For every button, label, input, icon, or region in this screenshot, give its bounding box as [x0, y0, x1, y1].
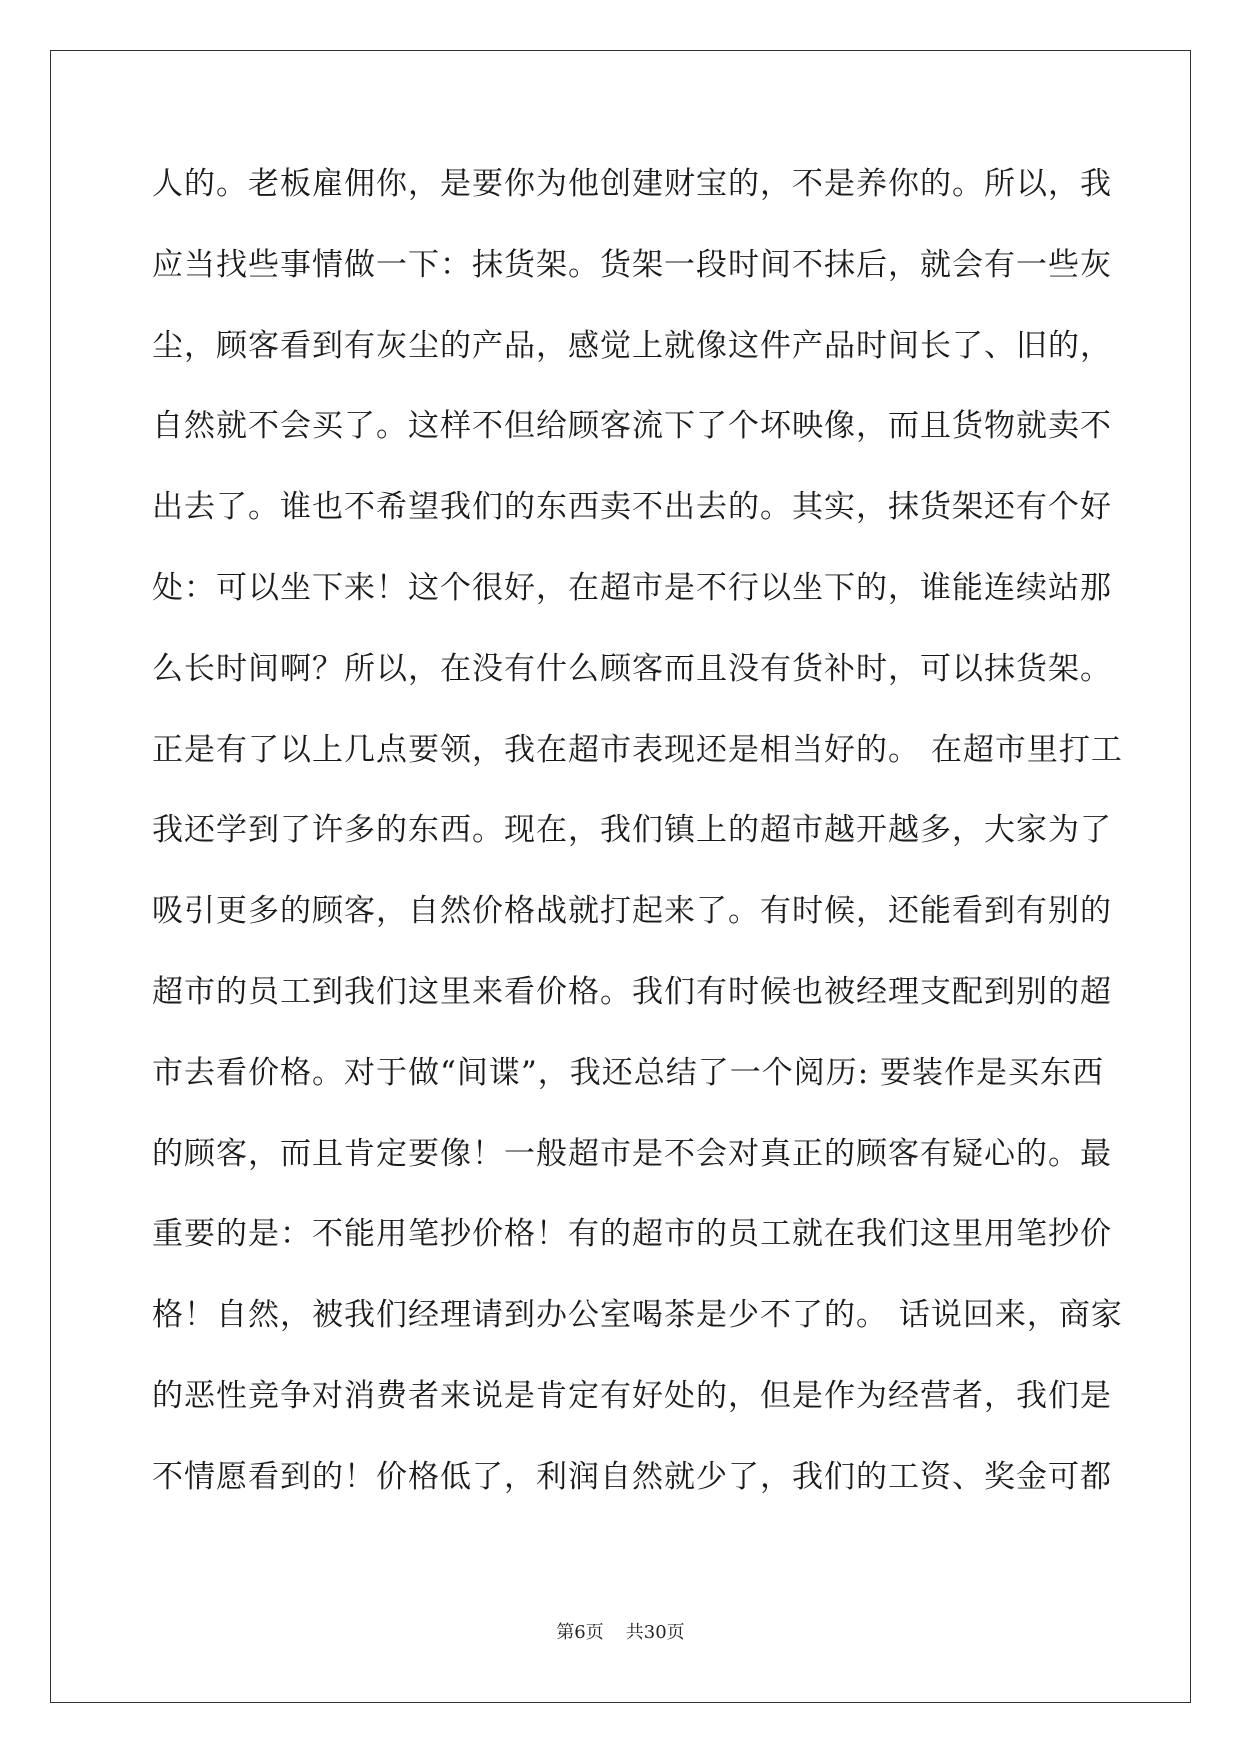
text-line: 超市的员工到我们这里来看价格。我们有时候也被经理支配到别的超 [152, 973, 1112, 1010]
body-text [152, 164, 1123, 1538]
text-line: 的恶性竞争对消费者来说是肯定有好处的，但是作为经营者，我们是 [152, 1377, 1112, 1414]
page-number: 第6页 [556, 1622, 604, 1643]
text-line: 自然就不会买了。这样不但给顾客流下了个坏映像，而且货物就卖不 [152, 408, 1112, 445]
text-line: 的顾客，而且肯定要像！一般超市是不会对真正的顾客有疑心的。最 [152, 1135, 1112, 1172]
text-line: 正是有了以上几点要领，我在超市表现还是相当好的。 在超市里打工 [152, 731, 1123, 768]
text-line: 市去看价格。对于做“间谍”，我还总结了一个阅历: 要装作是买东西 [152, 1054, 1104, 1091]
text-line: 重要的是：不能用笔抄价格！有的超市的员工就在我们这里用笔抄价 [152, 1216, 1112, 1253]
text-line: 不情愿看到的！价格低了，利润自然就少了，我们的工资、奖金可都 [152, 1458, 1112, 1495]
text-line: 我还学到了许多的东西。现在，我们镇上的超市越开越多，大家为了 [152, 812, 1112, 849]
text-line: 格！自然，被我们经理请到办公室喝茶是少不了的。 话说回来，商家 [152, 1297, 1123, 1334]
text-line: 尘，顾客看到有灰尘的产品，感觉上就像这件产品时间长了、旧的， [152, 327, 1112, 364]
text-line: 么长时间啊？所以，在没有什么顾客而且没有货补时，可以抹货架。 [152, 650, 1112, 687]
page-total: 共30页 [625, 1622, 685, 1643]
text-line: 应当找些事情做一下：抹货架。货架一段时间不抹后，就会有一些灰 [152, 246, 1112, 283]
page-footer [0, 1618, 1241, 1644]
text-line: 人的。老板雇佣你，是要你为他创建财宝的，不是养你的。所以，我 [152, 166, 1112, 202]
text-line: 出去了。谁也不希望我们的东西卖不出去的。其实，抹货架还有个好 [152, 489, 1112, 526]
text-line: 处：可以坐下来！这个很好，在超市是不行以坐下的，谁能连续站那 [152, 569, 1112, 606]
text-line: 吸引更多的顾客，自然价格战就打起来了。有时候，还能看到有别的 [152, 893, 1112, 930]
